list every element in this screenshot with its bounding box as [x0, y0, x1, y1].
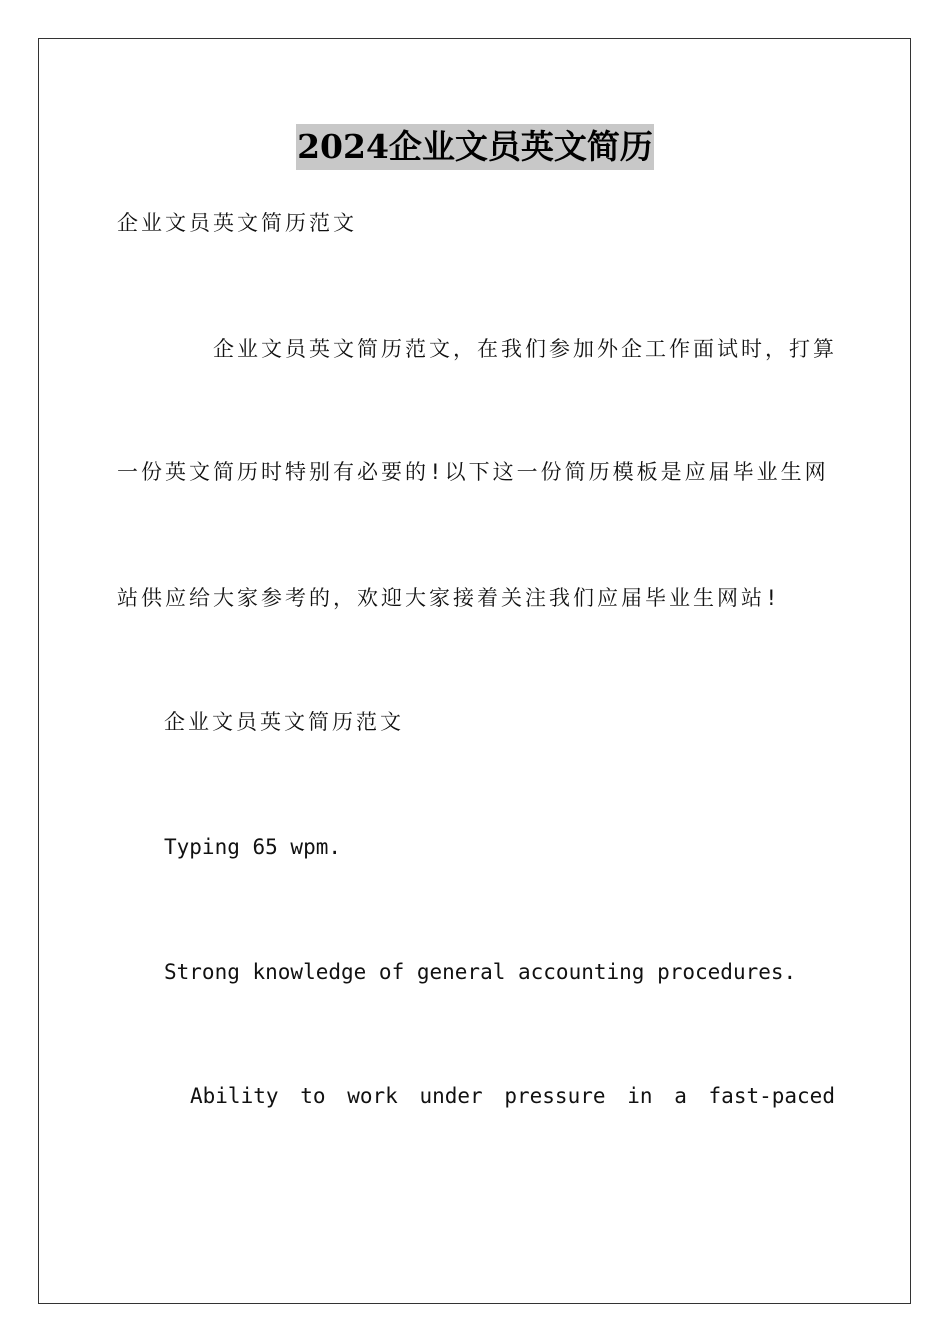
word: Ability	[190, 1084, 279, 1108]
word: pressure	[504, 1084, 606, 1108]
justified-last-line	[190, 1081, 835, 1111]
section-heading: 企业文员英文简历范文	[164, 710, 404, 734]
paragraph-line-2: 一份英文简历时特别有必要的!以下这一份简历模板是应届毕业生网	[117, 460, 829, 484]
title-container	[0, 124, 950, 170]
document-subtitle: 企业文员英文简历范文	[117, 211, 357, 235]
word: to	[300, 1084, 326, 1108]
paragraph-line-3: 站供应给大家参考的，欢迎大家接着关注我们应届毕业生网站!	[117, 586, 781, 610]
word: under	[419, 1084, 483, 1108]
bullet-accounting: Strong knowledge of general accounting procedures.	[164, 960, 797, 984]
word: a	[674, 1084, 687, 1108]
bullet-typing: Typing 65 wpm.	[164, 835, 342, 859]
word: in	[627, 1084, 653, 1108]
word: fast-paced	[708, 1084, 835, 1108]
paragraph-line-1: 企业文员英文简历范文，在我们参加外企工作面试时，打算	[213, 337, 837, 361]
word: work	[347, 1084, 398, 1108]
document-title: 2024企业文员英文简历	[296, 124, 654, 170]
